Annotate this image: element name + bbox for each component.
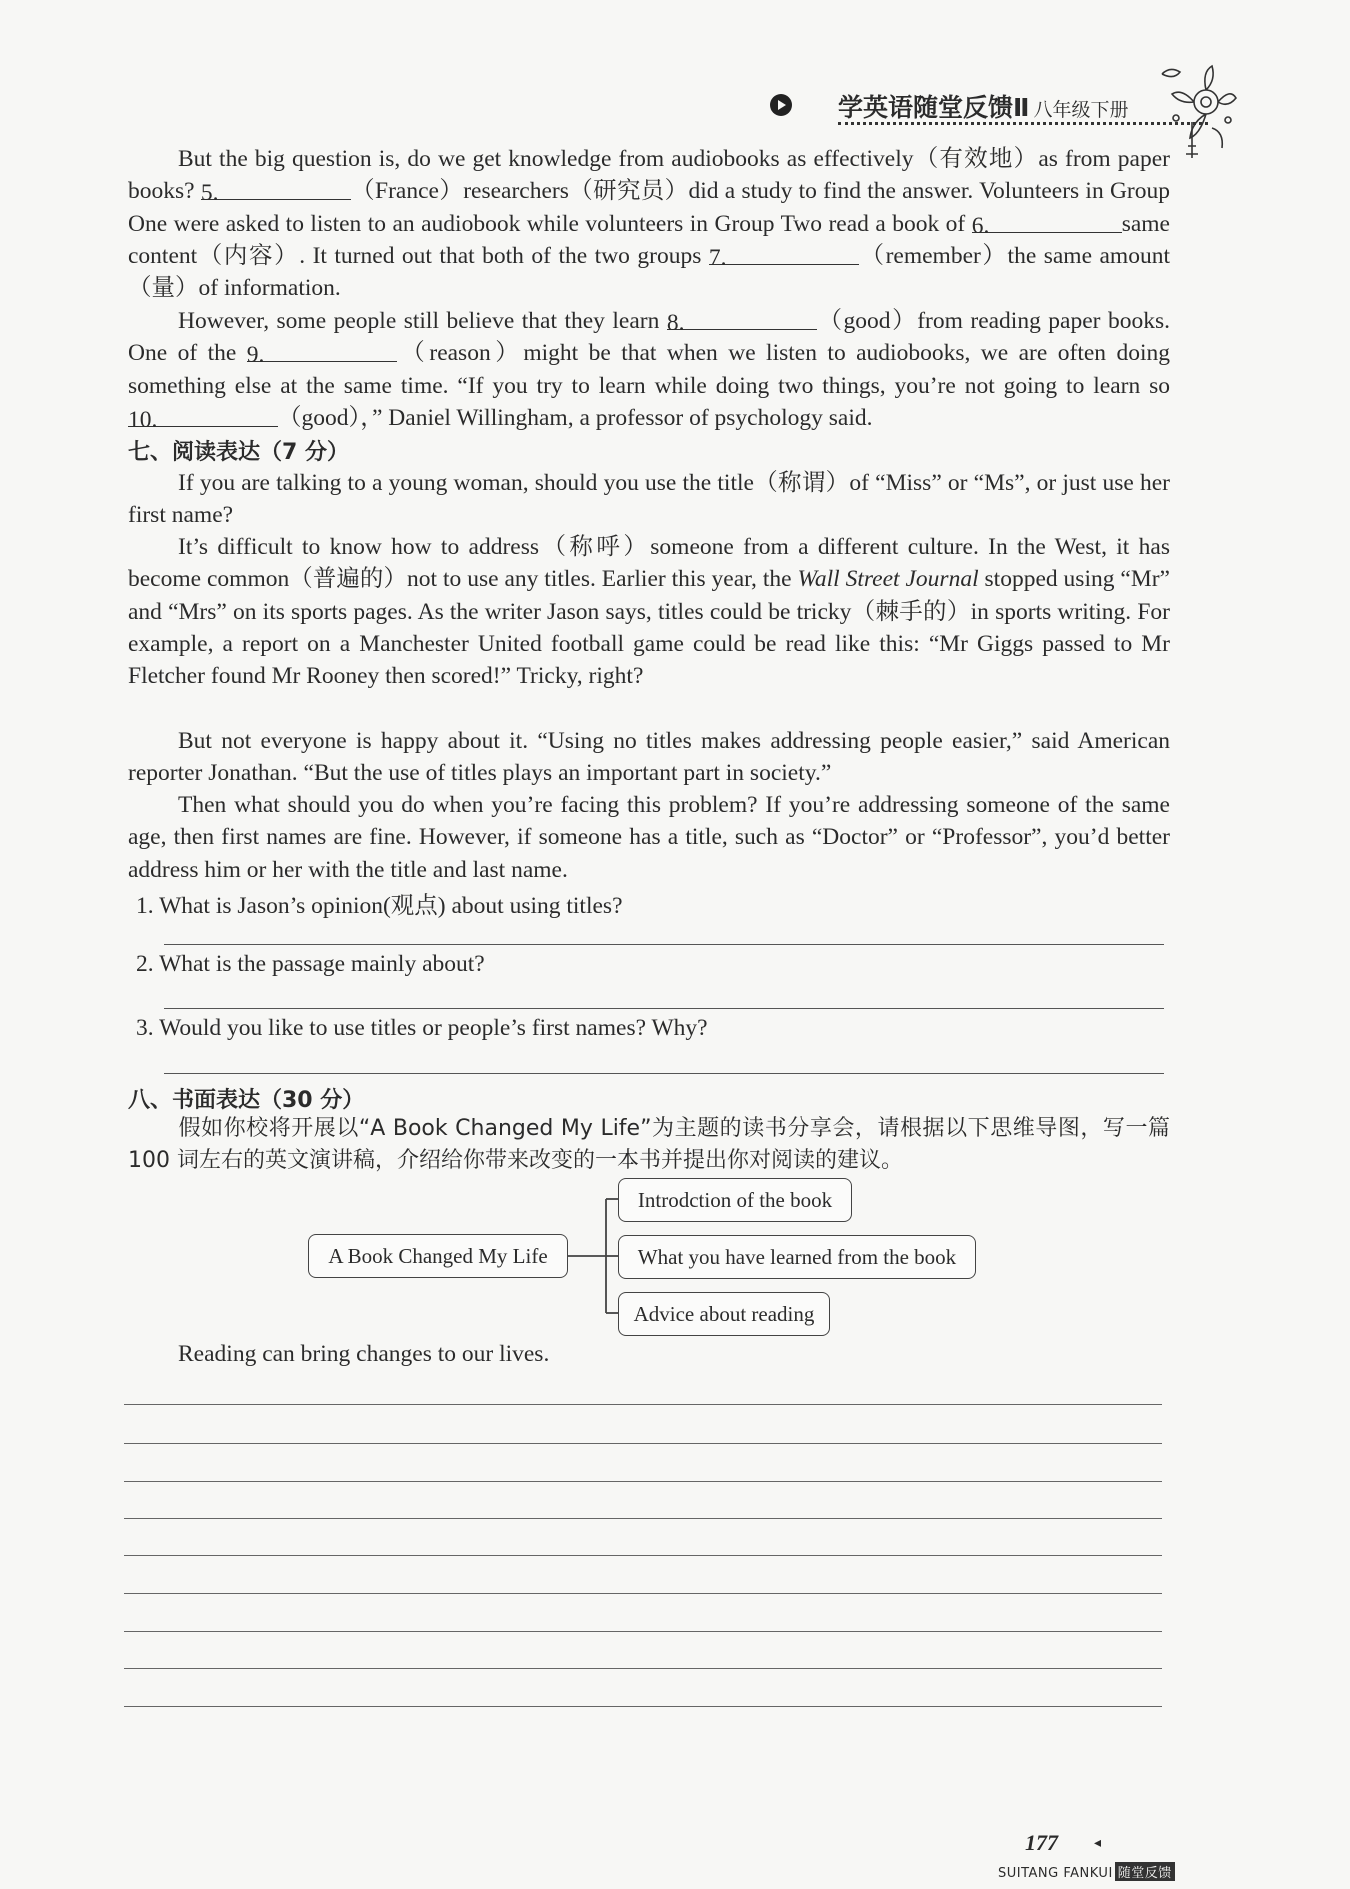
page-number: 177 [1025, 1830, 1058, 1855]
blank-7[interactable]: 7. [709, 242, 859, 265]
writing-line[interactable] [124, 1481, 1162, 1482]
book-subtitle: 八年级下册 [1033, 99, 1129, 121]
passage-paragraph-1: But the big question is, do we get knowledge from audiobooks as effectively（有效地）as from paper books? 5. （France）researchers（研究员）did a study to find the answer. Volunteers in Group One were asked to listen to an audiobook while volunteers in Group Two read a book of 6. same content（内容）. It turned out that both of the two groups 7. （remember）the same amount（量）of information. [128, 146, 1170, 302]
blank-8[interactable]: 8. [667, 307, 817, 330]
reading-paragraph-3: But not everyone is happy about it. “Using no titles makes addressing people easier,” said American reporter Jonathan. “But the use of titles plays an important part in society.” [128, 728, 1170, 787]
book-title: 学英语随堂反馈Ⅱ 八年级下册 [838, 93, 1129, 122]
reading-paragraph-2: It’s difficult to know how to address（称呼）someone from a different culture. In the West, it has become common（普遍的）not to use any titles. Earlier this year, the Wall Street Journal stopped using “Mr” and “Mrs” on its sports pages. As the writer Jason says, titles could be tricky（棘手的）in sports writing. For example, a report on a Manchester United football game could be read like this: “Mr Giggs passed to Mr Fletcher found Mr Rooney then scored!” Tricky, right? [128, 534, 1170, 690]
blank-10[interactable]: 10. [128, 404, 278, 427]
writing-line[interactable] [124, 1668, 1162, 1669]
writing-line[interactable] [124, 1518, 1162, 1519]
answer-line-1[interactable] [164, 944, 1164, 945]
reading-paragraph-4: Then what should you do when you’re facing this problem? If you’re addressing someone of the same age, then first names are fine. However, if someone has a title, such as “Doctor” or “Professor”, you’d better address him or her with the title and last name. [128, 792, 1170, 883]
essay-starter: Reading can bring changes to our lives. [178, 1341, 550, 1367]
newspaper-name: Wall Street Journal [797, 566, 979, 593]
mindmap-branch-advice: Advice about reading [618, 1292, 830, 1336]
reading-paragraph-1: If you are talking to a young woman, should you use the title（称谓）of “Miss” or “Ms”, or just use her first name? [128, 470, 1170, 529]
blank-6[interactable]: 6. [972, 210, 1122, 233]
writing-line[interactable] [124, 1631, 1162, 1632]
question-2: 2. What is the passage mainly about? [136, 951, 485, 977]
passage-paragraph-2: However, some people still believe that they learn 8. （good）from reading paper books. One of the 9. （reason）might be that when we listen to audiobooks, we are often doing something else at the same time. “If you try to learn while doing two things, you’re not going to learn so 10. （good），” Daniel Willingham, a professor of psychology said. [128, 308, 1171, 433]
writing-line[interactable] [124, 1404, 1162, 1405]
brand-stamp: 随堂反馈 [1115, 1862, 1175, 1881]
footer-brand: SUITANG FANKUI 随堂反馈 [998, 1862, 1175, 1881]
writing-line[interactable] [124, 1443, 1162, 1444]
question-3: 3. Would you like to use titles or people’s first names? Why? [136, 1015, 708, 1041]
mindmap-branch-learned: What you have learned from the book [618, 1235, 976, 1279]
question-1: 1. What is Jason’s opinion(观点) about using titles? [136, 893, 623, 919]
answer-line-3[interactable] [164, 1073, 1164, 1074]
section-7-heading: 七、阅读表达（7 分） [128, 440, 349, 465]
mindmap-branch-introduction: Introdction of the book [618, 1178, 852, 1222]
page-arrow-icon: ◂ [1094, 1836, 1102, 1851]
answer-line-2[interactable] [164, 1008, 1164, 1009]
mindmap-center: A Book Changed My Life [308, 1234, 568, 1278]
page-header [770, 88, 1210, 128]
section-8-heading: 八、书面表达（30 分） [128, 1088, 365, 1113]
writing-line[interactable] [124, 1555, 1162, 1556]
blank-5[interactable]: 5. [201, 177, 351, 200]
writing-line[interactable] [124, 1706, 1162, 1707]
writing-prompt: 假如你校将开展以“A Book Changed My Life”为主题的读书分享会，请根据以下思维导图，写一篇 100 词左右的英文演讲稿，介绍给你带来改变的一本书并提出你对阅读的建议。 [128, 1116, 1170, 1173]
writing-line[interactable] [124, 1593, 1162, 1594]
play-bullet-icon [770, 94, 792, 116]
blank-9[interactable]: 9. [247, 339, 397, 362]
